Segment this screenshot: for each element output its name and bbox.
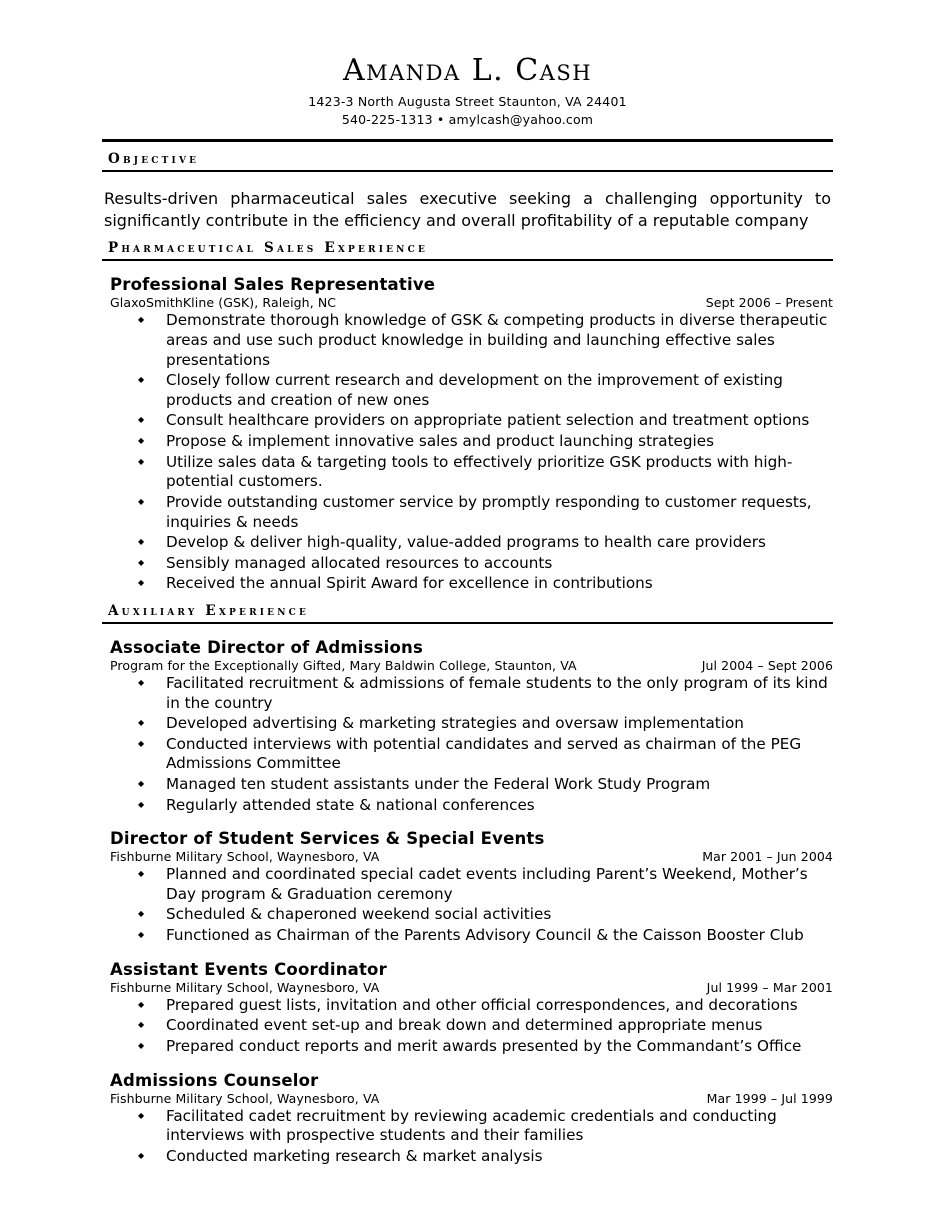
resume-header bbox=[102, 54, 833, 142]
candidate-contact: 540-225-1313 • amylcash@yahoo.com bbox=[341, 112, 594, 128]
job-bullets bbox=[110, 1107, 833, 1167]
list-item: ◆ Facilitated recruitment & admissions of female students to the only program of its kind in the country bbox=[110, 674, 833, 713]
list-item: ◆ Functioned as Chairman of the Parents Advisory Council & the Caisson Booster Club bbox=[110, 926, 833, 946]
list-item: ◆ Prepared guest lists, invitation and other official correspondences, and decorations bbox=[110, 996, 833, 1016]
job-dates: Sept 2006 – Present bbox=[705, 295, 833, 311]
pharmaceutical-divider bbox=[102, 259, 833, 261]
candidate-name: Amanda L. Cash bbox=[342, 53, 593, 88]
job-bullets bbox=[110, 996, 833, 1057]
list-item: ◆ Demonstrate thorough knowledge of GSK & competing products in diverse therapeutic areas and use such product knowledge in building and launching effective sales presentations bbox=[110, 311, 833, 370]
section-pharmaceutical-sales-experience bbox=[102, 231, 833, 594]
job-meta bbox=[110, 849, 833, 864]
list-item: ◆ Utilize sales data & targeting tools to effectively prioritize GSK products with high-potential customers. bbox=[110, 453, 833, 492]
list-item: ◆ Prepared conduct reports and merit awards presented by the Commandant’s Office bbox=[110, 1037, 833, 1057]
job-bullets bbox=[110, 674, 833, 815]
list-item: ◆ Planned and coordinated special cadet events including Parent’s Weekend, Mother’s Day program & Graduation ceremony bbox=[110, 865, 833, 904]
objective-text: Results-driven pharmaceutical sales executive seeking a challenging opportunity to significantly contribute in the efficiency and overall profitability of a reputable company bbox=[104, 189, 831, 230]
list-item: ◆ Managed ten student assistants under the Federal Work Study Program bbox=[110, 775, 833, 795]
list-item: ◆ Developed advertising & marketing strategies and oversaw implementation bbox=[110, 714, 833, 734]
list-item: ◆ Propose & implement innovative sales and product launching strategies bbox=[110, 432, 833, 452]
job-dates: Mar 2001 – Jun 2004 bbox=[702, 849, 833, 865]
section-heading-auxiliary: Auxiliary Experience bbox=[108, 602, 310, 619]
job-bullets bbox=[110, 865, 833, 945]
list-item: ◆ Sensibly managed allocated resources to accounts bbox=[110, 554, 833, 574]
list-item: ◆ Develop & deliver high-quality, value-added programs to health care providers bbox=[110, 533, 833, 553]
job-title: Director of Student Services & Special Events bbox=[110, 829, 545, 849]
job-entry bbox=[102, 960, 833, 1057]
list-item: ◆ Provide outstanding customer service by promptly responding to customer requests, inquiries & needs bbox=[110, 493, 833, 532]
job-meta bbox=[110, 658, 833, 673]
job-dates: Jul 2004 – Sept 2006 bbox=[701, 657, 833, 673]
job-title: Professional Sales Representative bbox=[110, 275, 436, 295]
list-item: ◆ Conducted interviews with potential candidates and served as chairman of the PEG Admissions Committee bbox=[110, 735, 833, 774]
objective-divider bbox=[102, 170, 833, 172]
job-title: Admissions Counselor bbox=[110, 1070, 319, 1090]
job-meta bbox=[110, 295, 833, 310]
job-dates: Jul 1999 – Mar 2001 bbox=[706, 979, 833, 995]
section-heading-objective: Objective bbox=[108, 151, 200, 168]
section-heading-pharmaceutical: Pharmaceutical Sales Experience bbox=[108, 240, 429, 257]
list-item: ◆ Regularly attended state & national conferences bbox=[110, 796, 833, 816]
job-entry bbox=[102, 829, 833, 945]
list-item: ◆ Facilitated cadet recruitment by reviewing academic credentials and conducting interviews with prospective students and their families bbox=[110, 1107, 833, 1146]
job-employer: Program for the Exceptionally Gifted, Mary Baldwin College, Staunton, VA bbox=[110, 657, 577, 673]
section-objective bbox=[102, 142, 833, 231]
job-employer: Fishburne Military School, Waynesboro, VA bbox=[110, 979, 380, 995]
job-title: Associate Director of Admissions bbox=[110, 637, 423, 657]
job-employer: GlaxoSmithKline (GSK), Raleigh, NC bbox=[110, 295, 337, 311]
section-auxiliary-experience bbox=[102, 594, 833, 1166]
candidate-address: 1423-3 North Augusta Street Staunton, VA 24401 bbox=[308, 94, 627, 109]
job-employer: Fishburne Military School, Waynesboro, VA bbox=[110, 1090, 380, 1106]
job-meta bbox=[110, 980, 833, 995]
job-dates: Mar 1999 – Jul 1999 bbox=[706, 1090, 833, 1106]
list-item: ◆ Closely follow current research and development on the improvement of existing products and creation of new ones bbox=[110, 371, 833, 410]
job-title: Assistant Events Coordinator bbox=[110, 959, 387, 979]
auxiliary-divider bbox=[102, 622, 833, 624]
list-item: ◆ Received the annual Spirit Award for excellence in contributions bbox=[110, 574, 833, 594]
list-item: ◆ Coordinated event set-up and break down and determined appropriate menus bbox=[110, 1016, 833, 1036]
job-meta bbox=[110, 1091, 833, 1106]
list-item: ◆ Scheduled & chaperoned weekend social activities bbox=[110, 905, 833, 925]
job-entry bbox=[102, 1071, 833, 1167]
job-entry bbox=[102, 638, 833, 815]
list-item: ◆ Conducted marketing research & market analysis bbox=[110, 1147, 833, 1167]
list-item: ◆ Consult healthcare providers on appropriate patient selection and treatment options bbox=[110, 411, 833, 431]
job-bullets bbox=[110, 311, 833, 594]
job-entry bbox=[102, 275, 833, 594]
job-employer: Fishburne Military School, Waynesboro, VA bbox=[110, 849, 380, 865]
